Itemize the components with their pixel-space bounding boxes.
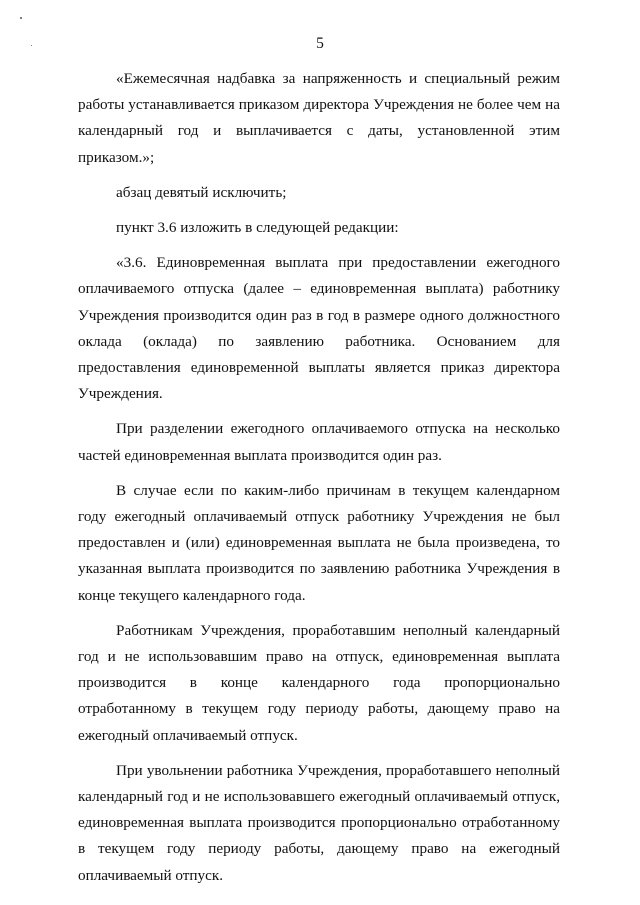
paragraph-dismissal: При увольнении работника Учреждения, проработавшего неполный календарный год и не использовавшего ежегодный оплачиваемый отпуск, единовременная выплата производится пропорционально отработанному в текущем году периоду работы, дающему право на ежегодный оплачиваемый отпуск. <box>78 761 560 884</box>
paragraph-split-leave: При разделении ежегодного оплачиваемого отпуска на несколько частей единовременная выплата производится один раз. <box>78 420 560 464</box>
document-body <box>78 66 560 889</box>
paragraph-not-granted: В случае если по каким-либо причинам в текущем календарном году ежегодный оплачиваемый отпуск работнику Учреждения не был предоставлен и (или) единовременная выплата не была произведена, то указанная выплата производится по заявлению работника Учреждения в конце текущего календарного года. <box>78 481 560 604</box>
paragraph-exclude-ninth: абзац девятый исключить; <box>116 183 287 201</box>
paragraph-partial-year: Работникам Учреждения, проработавшим неполный календарный год и не использовавшим право на отпуск, единовременная выплата производится в конце календарного года пропорционально отработанному в текущем году периоду работы, дающему право на ежегодный оплачиваемый отпуск. <box>78 621 560 744</box>
paragraph-clause-3-6: «3.6. Единовременная выплата при предоставлении ежегодного оплачиваемого отпуска (далее – единовременная выплата) работнику Учреждения производится один раз в год в размере одного должностного оклада (оклада) по заявлению работника. Основанием для предоставления единовременной выплаты является приказ директора Учреждения. <box>78 254 560 403</box>
paragraph-allowance-quote: «Ежемесячная надбавка за напряженность и специальный режим работы устанавливается приказом директора Учреждения не более чем на календарный год и выплачивается с даты, установленной этим приказом.»; <box>78 70 560 166</box>
page-number: 5 <box>316 35 324 52</box>
scan-speck <box>20 17 22 19</box>
paragraph-clause-intro: пункт 3.6 изложить в следующей редакции: <box>116 219 399 237</box>
